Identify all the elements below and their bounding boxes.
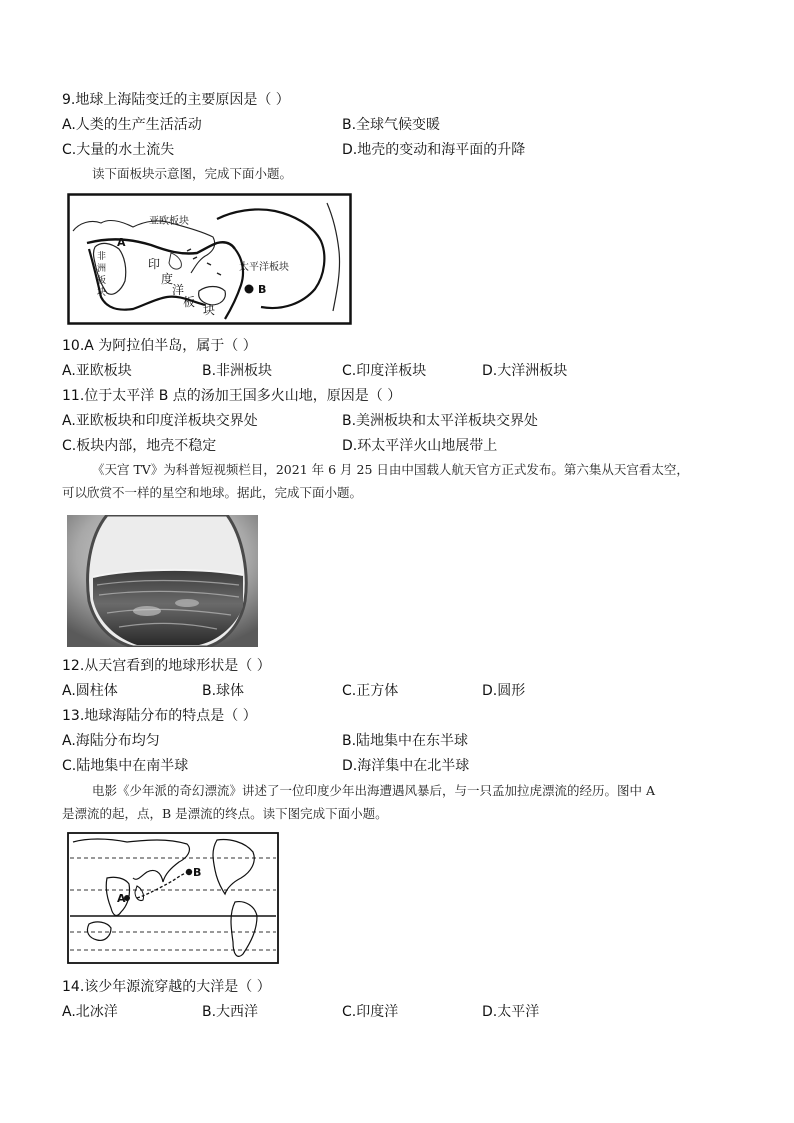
q13-option-d: D.海洋集中在北半球 bbox=[342, 758, 470, 774]
q10-option-a: A.亚欧板块 bbox=[62, 363, 132, 379]
q11-option-a: A.亚欧板块和印度洋板块交界处 bbox=[62, 413, 258, 429]
label-indian-5: 块 bbox=[203, 303, 216, 317]
q12-option-d: D.圆形 bbox=[482, 683, 526, 699]
label-pacific-plate: 太平洋板块 bbox=[239, 262, 289, 273]
q13-option-c: C.陆地集中在南半球 bbox=[62, 758, 189, 774]
q12-option-b: B.球体 bbox=[202, 683, 245, 699]
q12-stem: 12.从天宫看到的地球形状是（ ） bbox=[62, 658, 271, 674]
film-intro-line-1: 电影《少年派的奇幻漂流》讲述了一位印度少年出海遭遇风暴后，与一只孟加拉虎漂流的经历。图中 A bbox=[92, 783, 656, 798]
q11-option-b: B.美洲板块和太平洋板块交界处 bbox=[342, 413, 539, 429]
route-map-frame bbox=[68, 833, 278, 963]
q10-option-d: D.大洋洲板块 bbox=[482, 363, 568, 379]
q11-option-d: D.环太平洋火山地展带上 bbox=[342, 438, 498, 454]
q10-option-b: B.非洲板块 bbox=[202, 363, 273, 379]
q9-stem: 9.地球上海陆变迁的主要原因是（ ） bbox=[62, 92, 290, 108]
label-indian-1: 印 bbox=[148, 257, 161, 271]
label-africa-1: 非 bbox=[97, 252, 107, 262]
tiangong-intro-line-1: 《天宫 TV》为科普短视频栏目，2021 年 6 月 25 日由中国载人航天官方正式发布。第六集从天宫看太空， bbox=[92, 462, 689, 477]
tiangong-intro-line-2: 可以欣赏不一样的星空和地球。据此，完成下面小题。 bbox=[62, 485, 363, 500]
q9-option-d: D.地壳的变动和海平面的升降 bbox=[342, 142, 526, 158]
q13-option-a: A.海陆分布均匀 bbox=[62, 733, 160, 749]
q9-option-a: A.人类的生产生活活动 bbox=[62, 117, 202, 133]
label-africa-2: 洲 bbox=[97, 264, 107, 274]
q14-option-d: D.太平洋 bbox=[482, 1004, 540, 1020]
q14-option-b: B.大西洋 bbox=[202, 1004, 259, 1020]
q14-option-c: C.印度洋 bbox=[342, 1004, 399, 1020]
earth-from-space-photo bbox=[67, 515, 258, 647]
label-indian-3: 洋 bbox=[172, 283, 185, 297]
q9-option-c: C.大量的水土流失 bbox=[62, 142, 175, 158]
label-point-a: A bbox=[117, 236, 126, 249]
q14-option-a: A.北冰洋 bbox=[62, 1004, 118, 1020]
film-intro-line-2: 是漂流的起，点，B 是漂流的终点。读下图完成下面小题。 bbox=[62, 806, 388, 821]
label-eurasia-plate: 亚欧板块 bbox=[149, 216, 189, 227]
route-label-a: A bbox=[117, 892, 126, 905]
plate-map bbox=[67, 193, 352, 325]
label-africa-4: 块 bbox=[97, 288, 107, 298]
q10-option-c: C.印度洋板块 bbox=[342, 363, 427, 379]
cloud-patch-2 bbox=[175, 599, 199, 607]
q10-stem: 10.A 为阿拉伯半岛，属于（ ） bbox=[62, 338, 257, 354]
q12-option-a: A.圆柱体 bbox=[62, 683, 118, 699]
q13-option-b: B.陆地集中在东半球 bbox=[342, 733, 469, 749]
cloud-patch-1 bbox=[133, 606, 161, 616]
label-indian-4: 板 bbox=[183, 295, 196, 309]
q9-option-b: B.全球气候变暖 bbox=[342, 117, 441, 133]
route-label-b: B bbox=[193, 866, 202, 879]
label-africa-3: 板 bbox=[97, 276, 107, 286]
q11-option-c: C.板块内部，地壳不稳定 bbox=[62, 438, 217, 454]
q12-option-c: C.正方体 bbox=[342, 683, 399, 699]
drift-route-map bbox=[67, 832, 279, 964]
label-indian-2: 度 bbox=[161, 272, 174, 286]
q11-stem: 11.位于太平洋 B 点的汤加王国多火山地，原因是（ ） bbox=[62, 388, 402, 404]
point-b-marker bbox=[186, 869, 192, 875]
q14-stem: 14.该少年源流穿越的大洋是（ ） bbox=[62, 979, 271, 995]
q13-stem: 13.地球海陆分布的特点是（ ） bbox=[62, 708, 257, 724]
plates-intro: 读下面板块示意图，完成下面小题。 bbox=[92, 166, 293, 181]
point-b-marker bbox=[245, 285, 254, 294]
label-point-b: B bbox=[258, 283, 267, 296]
